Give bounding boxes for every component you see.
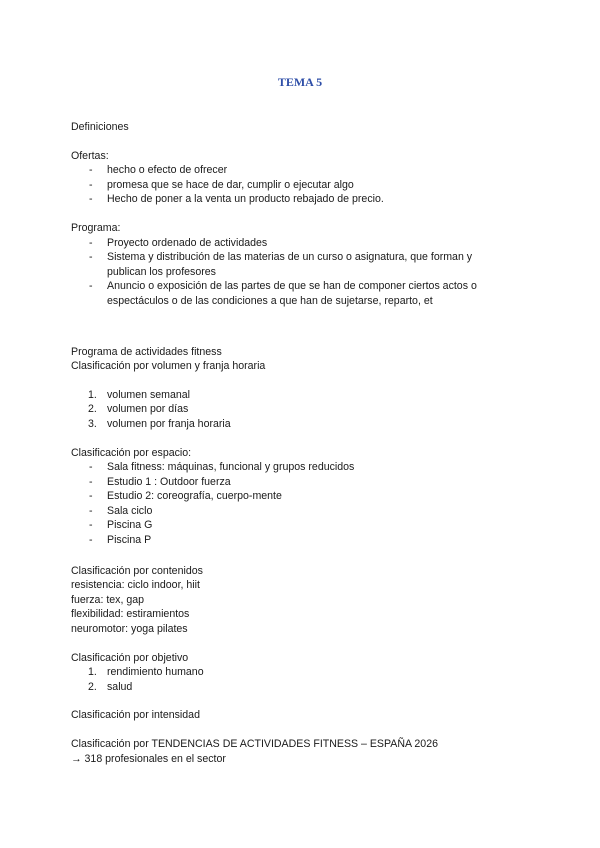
- page-title: TEMA 5: [277, 75, 323, 89]
- list-item: - hecho o efecto de ofrecer: [89, 164, 228, 177]
- contenidos-line: resistencia: ciclo indoor, hiit: [71, 579, 200, 592]
- contenidos-line: flexibilidad: estiramientos: [71, 608, 190, 621]
- list-item: 3. volumen por franja horaria: [88, 417, 231, 430]
- contenidos-heading: Clasificación por contenidos: [71, 564, 203, 577]
- list-item: - Hecho de poner a la venta un producto rebajado de precio.: [89, 193, 384, 206]
- ofertas-heading: Ofertas:: [71, 149, 109, 162]
- objetivo-list: [71, 665, 511, 694]
- objetivo-heading: Clasificación por objetivo: [71, 651, 189, 664]
- list-item: - Estudio 2: coreografía, cuerpo-mente: [89, 490, 282, 503]
- espacio-heading: Clasificación por espacio:: [71, 446, 192, 459]
- list-item: - Anuncio o exposición de las partes de que se han de componer ciertos actos o espectáculos o de las condiciones a que han de sujetarse, reparto, et: [89, 280, 477, 307]
- contenidos-line: fuerza: tex, gap: [71, 593, 145, 606]
- list-item: 2. salud: [88, 680, 133, 693]
- list-item: - Proyecto ordenado de actividades: [89, 236, 268, 249]
- tendencias-heading: Clasificación por TENDENCIAS DE ACTIVIDADES FITNESS – ESPAÑA 2026: [71, 738, 438, 750]
- list-item: - Estudio 1 : Outdoor fuerza: [89, 475, 231, 488]
- list-item: - Piscina P: [89, 534, 152, 547]
- definitions-heading: Definiciones: [71, 121, 129, 133]
- document-body: [71, 120, 511, 766]
- contenidos-line: neuromotor: yoga pilates: [71, 623, 188, 636]
- programa-heading: Programa:: [71, 221, 121, 234]
- intensidad-heading: Clasificación por intensidad: [71, 709, 200, 722]
- tendencias-note: → 318 profesionales en el sector: [71, 752, 226, 765]
- ofertas-list: [71, 163, 511, 207]
- list-item: - Piscina G: [89, 519, 153, 532]
- list-item: - Sala fitness: máquinas, funcional y grupos reducidos: [89, 461, 355, 474]
- volumen-list: [71, 388, 511, 432]
- list-item: - promesa que se hace de dar, cumplir o ejecutar algo: [89, 178, 354, 191]
- volumen-heading: Clasificación por volumen y franja horaria: [71, 360, 266, 373]
- espacio-list: [71, 460, 511, 548]
- list-item: - Sala ciclo: [89, 504, 153, 517]
- list-item: - Sistema y distribución de las materias de un curso o asignatura, que forman y publican los profesores: [89, 251, 473, 278]
- fitness-heading: Programa de actividades fitness: [71, 345, 222, 358]
- list-item: 1. rendimiento humano: [88, 666, 204, 679]
- programa-list: [71, 236, 511, 309]
- list-item: 2. volumen por días: [88, 403, 189, 416]
- list-item: 1. volumen semanal: [88, 388, 191, 401]
